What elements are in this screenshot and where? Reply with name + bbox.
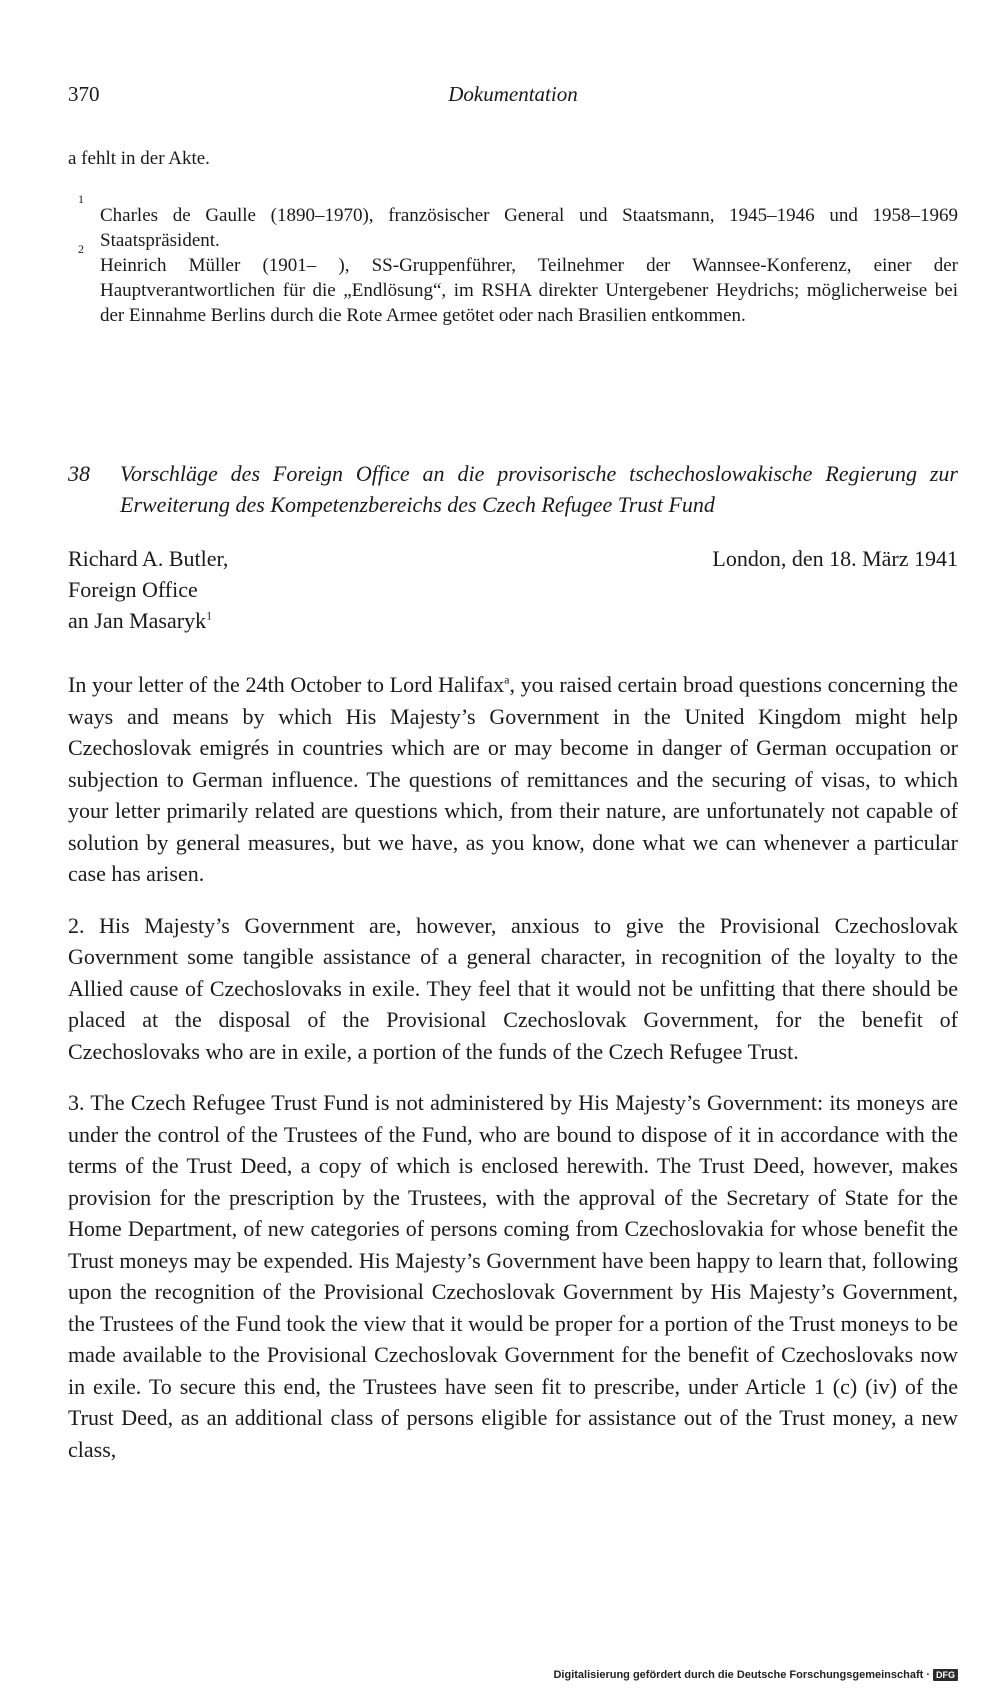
editorial-note-a: a fehlt in der Akte.	[68, 148, 210, 169]
paragraph-1	[68, 669, 958, 890]
dfg-logo-icon: DFG	[933, 1669, 958, 1681]
footnote-1: 1 Charles de Gaulle (1890–1970), französischer General und Staatsmann, 1945–1946 und 1958–1969 Staatspräsident.	[78, 192, 958, 251]
page-header	[68, 82, 958, 112]
letter-body	[68, 669, 958, 1485]
paragraph-2: 2. His Majesty’s Government are, however, anxious to give the Provisional Czechoslovak Government some tangible assistance of a general character, in recognition of the loyalty to the Allied cause of Czechoslovaks in exile. They feel that it would not be unfitting that there should be placed at the disposal of the Provisional Czechoslovak Government, for the benefit of Czechoslovaks who are in exile, a portion of the funds of the Czech Refugee Trust.	[68, 912, 958, 1064]
footnote-text: Heinrich Müller (1901– ), SS-Gruppenführer, Teilnehmer der Wannsee-Konferenz, einer der Hauptverantwortlichen für die „Endlösung“, im RSHA direkter Untergebener Heydrichs; möglicherweise bei der Einnahme Berlins durch die Rote Armee getötet oder nach Brasilien entkommen.	[100, 255, 958, 326]
footnotes	[78, 192, 958, 328]
address-block	[68, 543, 958, 636]
recipient-footnote-marker: 1	[206, 608, 213, 623]
paragraph-1-rest: , you raised certain broad questions concerning the ways and means by which His Majesty’s Government in the United Kingdom might help Czechoslovak emigrés in countries which are or may become in danger of German occupation or subjection to German influence. The questions of remittances and the securing of visas, to which your letter primarily related are questions which, from their nature, are unfortunately not capable of solution by general measures, but we have, as you know, done what we can whenever a particular case has arisen.	[68, 672, 958, 886]
paragraph-3: 3. The Czech Refugee Trust Fund is not administered by His Majesty’s Government: its moneys are under the control of the Trustees of the Fund, who are bound to dispose of it in accordance with the terms of the Trust Deed, a copy of which is enclosed herewith. The Trust Deed, however, makes provision for the prescription by the Trustees, with the approval of the Secretary of State for the Home Department, of new categories of persons coming from Czechoslovakia for whose benefit the Trust moneys may be expended. His Majesty’s Government have been happy to learn that, following upon the recognition of the Provisional Czechoslovak Government by His Majesty’s Government, the Trustees of the Fund took the view that it would be proper for a portion of the Trust moneys to be made available to the Provisional Czechoslovak Government for the benefit of Czechoslovaks now in exile. To secure this end, the Trustees have seen fit to prescribe, under Article 1 (c) (iv) of the Trust Deed, as an additional class of persons eligible for assistance out of the Trust money, a new class,	[68, 1090, 958, 1462]
footnote-2: 2 Heinrich Müller (1901– ), SS-Gruppenführer, Teilnehmer der Wannsee-Konferenz, einer der Hauptverantwortlichen für die „Endlösung“, im RSHA direkter Untergebener Heydrichs; möglicherweise bei der Einnahme Berlins durch die Rote Armee getötet oder nach Brasilien entkommen.	[78, 242, 958, 326]
sender-office: Foreign Office	[68, 577, 198, 602]
recipient-name: an Jan Masaryk	[68, 608, 207, 633]
footnote-text: Charles de Gaulle (1890–1970), französischer General und Staatsmann, 1945–1946 und 1958–1969 Staatspräsident.	[100, 205, 958, 251]
document-number: 38	[68, 461, 90, 486]
page-number: 370	[68, 82, 100, 106]
paragraph-1-start: In your letter of the 24th October to Lord Halifax	[68, 672, 505, 697]
credit-text: Digitalisierung gefördert durch die Deutsche Forschungsgemeinschaft ·	[553, 1669, 930, 1681]
running-title: Dokumentation	[448, 82, 578, 106]
place-date: London, den 18. März 1941	[712, 546, 958, 571]
document-title: Vorschläge des Foreign Office an die provisorische tschechoslowakische Regierung zur Erweiterung des Kompetenzbereichs des Czech Refugee Trust Fund	[120, 461, 958, 517]
recipient	[68, 605, 958, 636]
document-heading	[68, 458, 958, 520]
digitization-credit	[553, 1669, 958, 1681]
sender-name: Richard A. Butler,	[68, 546, 229, 571]
editorial-marker-a: a	[504, 672, 510, 687]
